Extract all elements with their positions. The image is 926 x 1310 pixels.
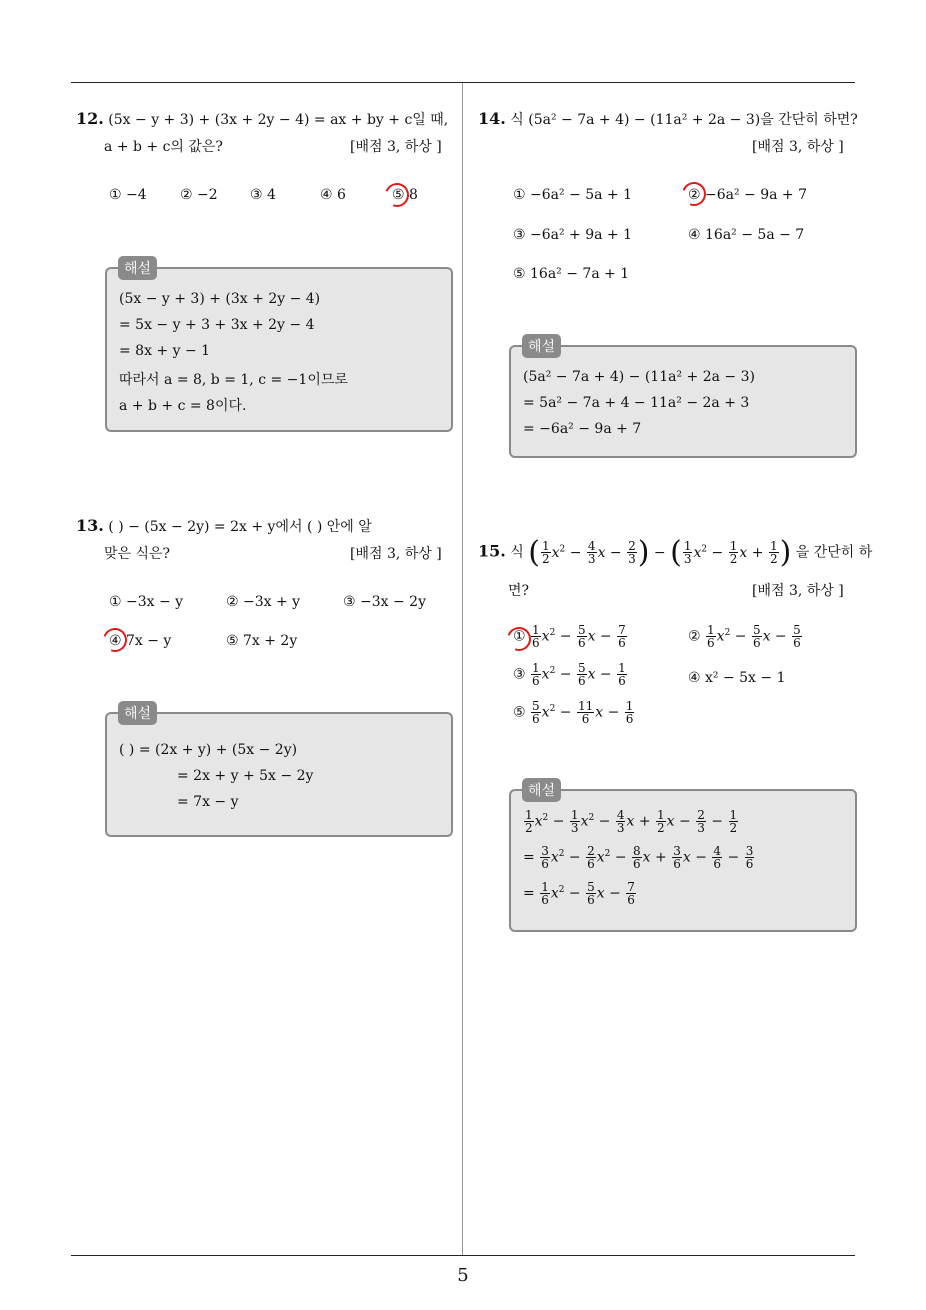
choice-2[interactable]: ② −6a² − 9a + 7 xyxy=(688,187,808,203)
question-text-line2: 맞은 식은? xyxy=(104,546,171,562)
solution-line: a + b + c = 8이다. xyxy=(119,398,247,414)
solution-line: = 5a² − 7a + 4 − 11a² − 2a + 3 xyxy=(523,395,750,411)
solution-line: (5a² − 7a + 4) − (11a² + 2a − 3) xyxy=(523,369,755,385)
solution-line: 따라서 a = 8, b = 1, c = −1이므로 xyxy=(119,372,348,388)
solution-box xyxy=(509,789,857,932)
solution-line: = $\frac{1}{6}$ $x^2$ − $\frac{5}{6}$ x − $\frac{7}{6}$ xyxy=(523,880,635,907)
choice-4[interactable]: ④ 16a² − 5a − 7 xyxy=(688,227,805,243)
choice-5[interactable]: ⑤ $\frac{5}{6}$ $x^2$ − $\frac{11}{6}$ x − $\frac{1}{6}$ xyxy=(513,699,634,726)
answer-mark-circle xyxy=(381,179,413,211)
choice-3[interactable]: ③ 4 xyxy=(250,187,276,203)
solution-line: ( ) = (2x + y) + (5x − 2y) xyxy=(119,742,298,758)
answer-mark-circle xyxy=(678,178,710,210)
question-number: 15. xyxy=(478,541,506,561)
choice-5[interactable]: ⑤ 8 xyxy=(392,187,418,203)
question-text-line2: a + b + c의 값은? xyxy=(104,139,223,155)
question-text-line1: 식 (5a² − 7a + 4) − (11a² + 2a − 3)을 간단히 하면? xyxy=(510,112,858,128)
solution-box xyxy=(105,712,453,837)
solution-line: = $\frac{3}{6}$ $x^2$ − $\frac{2}{6}$ $x^2$ − $\frac{8}{6}$ x + $\frac{3}{6}$ x − $\frac{4}{6}$ − $\frac{3}{6}$ xyxy=(523,844,754,871)
solution-line: = 7x − y xyxy=(177,794,239,810)
solution-line: (5x − y + 3) + (3x + 2y − 4) xyxy=(119,291,321,307)
column-divider xyxy=(462,83,463,1255)
solution-line: $\frac{1}{2}$ $x^2$ − $\frac{1}{3}$ $x^2$ − $\frac{4}{3}$ x + $\frac{1}{2}$ x − $\frac{2}{3}$ − $\frac{1}{2}$ xyxy=(525,808,738,835)
choice-4[interactable]: ④ 6 xyxy=(320,187,346,203)
choice-1[interactable]: ① −3x − y xyxy=(109,594,184,610)
question-meta: [배점 3, 하상 ] xyxy=(752,583,844,599)
choice-4[interactable]: ④ x² − 5x − 1 xyxy=(688,670,786,686)
choice-5[interactable]: ⑤ 16a² − 7a + 1 xyxy=(513,266,630,282)
solution-box xyxy=(105,267,453,432)
question-suffix: 을 간단히 하 xyxy=(795,544,873,561)
solution-line: = 2x + y + 5x − 2y xyxy=(177,768,314,784)
solution-tag: 해설 xyxy=(118,256,157,280)
bottom-rule xyxy=(71,1255,855,1256)
question-text-line1: (5x − y + 3) + (3x + 2y − 4) = ax + by + c일 때, xyxy=(108,112,449,128)
question-meta: [배점 3, 하상 ] xyxy=(350,139,442,155)
choice-1[interactable]: ① $\frac{1}{6}$ $x^2$ − $\frac{5}{6}$ x − $\frac{7}{6}$ xyxy=(513,623,626,650)
solution-tag: 해설 xyxy=(522,778,561,802)
answer-mark-circle xyxy=(99,624,131,656)
choice-5[interactable]: ⑤ 7x + 2y xyxy=(226,633,298,649)
choice-1[interactable]: ① −6a² − 5a + 1 xyxy=(513,187,633,203)
solution-line: = 5x − y + 3 + 3x + 2y − 4 xyxy=(119,317,315,333)
choice-3[interactable]: ③ −3x − 2y xyxy=(343,594,426,610)
choice-3[interactable]: ③ −6a² + 9a + 1 xyxy=(513,227,633,243)
question-text-line1: ( ) − (5x − 2y) = 2x + y에서 ( ) 안에 알 xyxy=(108,519,372,535)
choice-2[interactable]: ② $\frac{1}{6}$ $x^2$ − $\frac{5}{6}$ x − $\frac{5}{6}$ xyxy=(688,623,801,650)
choice-2[interactable]: ② −3x + y xyxy=(226,594,301,610)
top-rule xyxy=(71,82,855,83)
question-number: 12. xyxy=(76,109,104,128)
solution-tag: 해설 xyxy=(522,334,561,358)
solution-line: = −6a² − 9a + 7 xyxy=(523,421,642,437)
question-text-line2: 면? xyxy=(508,583,530,599)
question-expression: ( $\frac{1}{2}$ $x^2$ − $\frac{4}{3}$ x − $\frac{2}{3}$ ) − ( $\frac{1}{3}$ $x^2$ − $\frac{1}{2}$ x + $\frac{1}{2}$ ) xyxy=(528,534,792,570)
question-prefix: 식 xyxy=(510,544,524,561)
question-number: 13. xyxy=(76,516,104,535)
choice-3[interactable]: ③ $\frac{1}{6}$ $x^2$ − $\frac{5}{6}$ x − $\frac{1}{6}$ xyxy=(513,661,626,688)
choice-2[interactable]: ② −2 xyxy=(180,187,218,203)
question-meta: [배점 3, 하상 ] xyxy=(752,139,844,155)
solution-box xyxy=(509,345,857,458)
solution-tag: 해설 xyxy=(118,701,157,725)
page-number: 5 xyxy=(457,1265,469,1286)
question-number: 14. xyxy=(478,109,506,128)
question-meta: [배점 3, 하상 ] xyxy=(350,546,442,562)
solution-line: = 8x + y − 1 xyxy=(119,343,211,359)
choice-4[interactable]: ④ 7x − y xyxy=(109,633,172,649)
choice-1[interactable]: ① −4 xyxy=(109,187,147,203)
